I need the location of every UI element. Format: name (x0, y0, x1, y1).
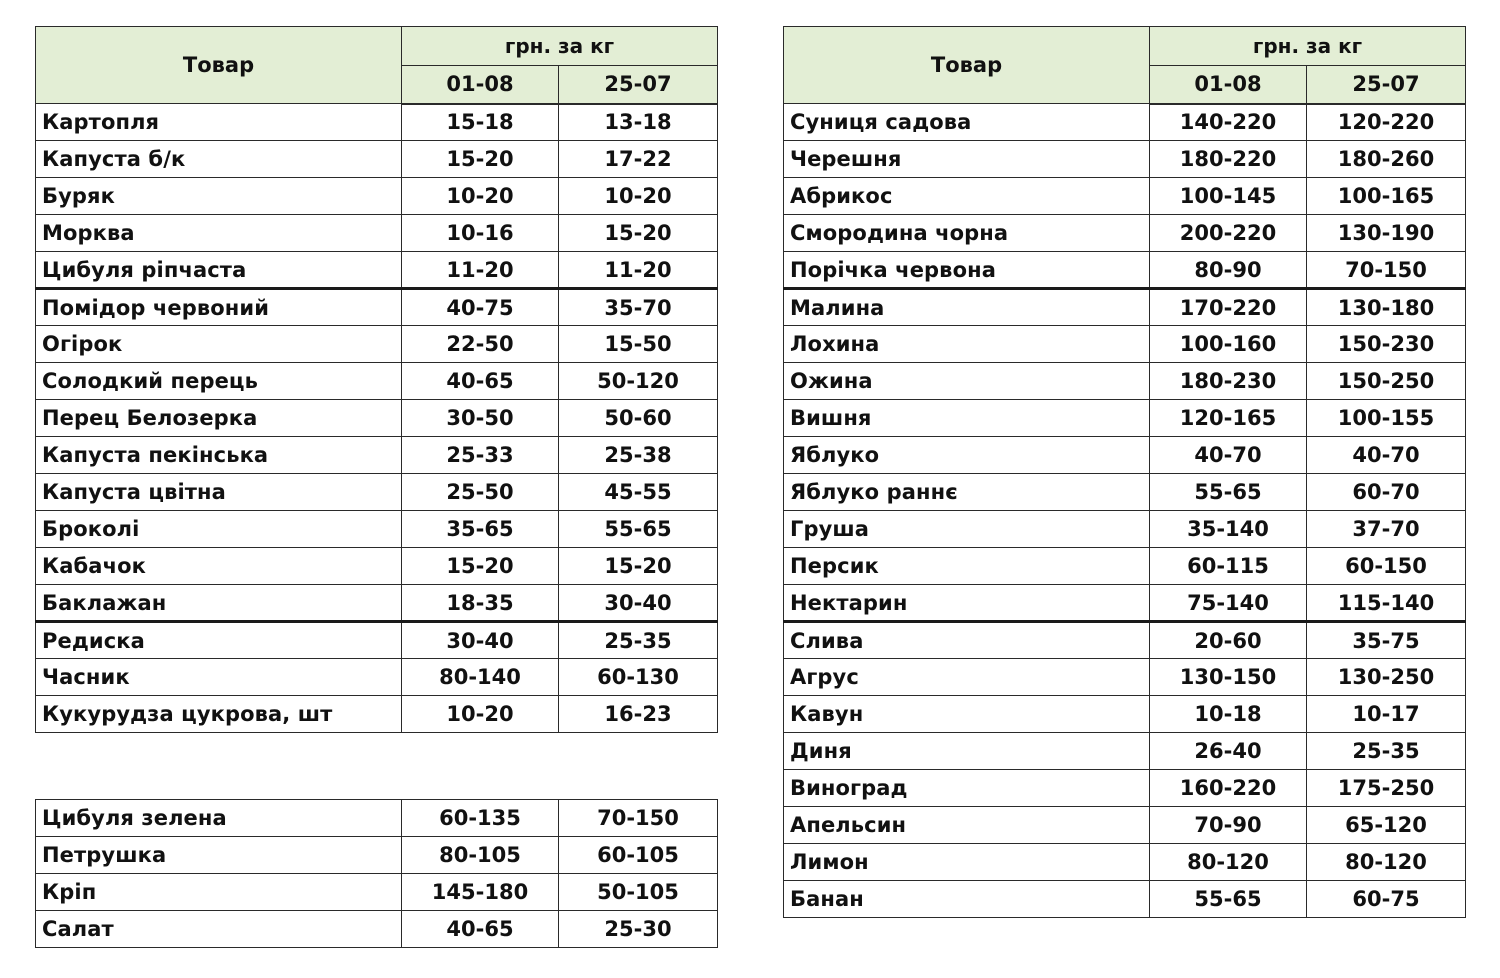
price-new-cell: 40-65 (402, 911, 559, 948)
price-new-cell: 80-120 (1150, 844, 1307, 881)
table-row (784, 548, 1466, 585)
product-name-cell: Редиска (36, 622, 402, 659)
price-new-cell: 60-135 (402, 800, 559, 837)
table-row (36, 326, 718, 363)
price-old-cell: 17-22 (559, 141, 718, 178)
table-row (784, 659, 1466, 696)
table-row (784, 474, 1466, 511)
price-new-cell: 15-20 (402, 548, 559, 585)
table-row (784, 289, 1466, 326)
price-unit-header: грн. за кг (1150, 27, 1466, 66)
product-name-cell: Морква (36, 215, 402, 252)
price-old-cell: 130-180 (1307, 289, 1466, 326)
table-row (36, 400, 718, 437)
table-row (784, 400, 1466, 437)
date-new-header: 01-08 (402, 66, 559, 104)
price-new-cell: 75-140 (1150, 585, 1307, 622)
product-name-cell: Часник (36, 659, 402, 696)
price-new-cell: 55-65 (1150, 881, 1307, 918)
price-old-cell: 180-260 (1307, 141, 1466, 178)
product-name-cell: Лимон (784, 844, 1150, 881)
product-name-cell: Кріп (36, 874, 402, 911)
price-new-cell: 18-35 (402, 585, 559, 622)
price-old-cell: 70-150 (1307, 252, 1466, 289)
price-new-cell: 140-220 (1150, 104, 1307, 141)
price-old-cell: 37-70 (1307, 511, 1466, 548)
product-name-cell: Броколі (36, 511, 402, 548)
price-old-cell: 175-250 (1307, 770, 1466, 807)
table-row (36, 911, 718, 948)
product-name-cell: Персик (784, 548, 1150, 585)
table-row (36, 696, 718, 733)
price-old-cell: 50-120 (559, 363, 718, 400)
table-row (36, 874, 718, 911)
table-row (784, 252, 1466, 289)
fruits-price-table (783, 26, 1466, 918)
price-new-cell: 180-220 (1150, 141, 1307, 178)
price-old-cell: 10-17 (1307, 696, 1466, 733)
product-name-cell: Картопля (36, 104, 402, 141)
price-old-cell: 130-190 (1307, 215, 1466, 252)
date-new-header: 01-08 (1150, 66, 1307, 104)
table-row (36, 104, 718, 141)
price-new-cell: 40-70 (1150, 437, 1307, 474)
price-old-cell: 15-20 (559, 215, 718, 252)
price-old-cell: 130-250 (1307, 659, 1466, 696)
date-old-header: 25-07 (1307, 66, 1466, 104)
product-name-cell: Буряк (36, 178, 402, 215)
price-old-cell: 16-23 (559, 696, 718, 733)
price-old-cell: 40-70 (1307, 437, 1466, 474)
price-old-cell: 120-220 (1307, 104, 1466, 141)
price-new-cell: 100-145 (1150, 178, 1307, 215)
table-row (784, 178, 1466, 215)
table-row (784, 807, 1466, 844)
price-new-cell: 70-90 (1150, 807, 1307, 844)
price-old-cell: 45-55 (559, 474, 718, 511)
price-old-cell: 150-250 (1307, 363, 1466, 400)
table-row (36, 659, 718, 696)
product-name-cell: Огірок (36, 326, 402, 363)
product-name-cell: Баклажан (36, 585, 402, 622)
price-new-cell: 60-115 (1150, 548, 1307, 585)
price-new-cell: 10-16 (402, 215, 559, 252)
price-old-cell: 35-70 (559, 289, 718, 326)
price-new-cell: 180-230 (1150, 363, 1307, 400)
product-name-cell: Кукурудза цукрова, шт (36, 696, 402, 733)
price-old-cell: 13-18 (559, 104, 718, 141)
price-new-cell: 15-20 (402, 141, 559, 178)
product-name-cell: Лохина (784, 326, 1150, 363)
price-old-cell: 11-20 (559, 252, 718, 289)
price-new-cell: 80-105 (402, 837, 559, 874)
table-row (784, 622, 1466, 659)
date-old-header: 25-07 (559, 66, 718, 104)
price-old-cell: 70-150 (559, 800, 718, 837)
price-old-cell: 60-75 (1307, 881, 1466, 918)
price-new-cell: 22-50 (402, 326, 559, 363)
price-old-cell: 80-120 (1307, 844, 1466, 881)
price-new-cell: 10-18 (1150, 696, 1307, 733)
price-new-cell: 26-40 (1150, 733, 1307, 770)
product-name-cell: Кавун (784, 696, 1150, 733)
price-new-cell: 25-33 (402, 437, 559, 474)
price-new-cell: 160-220 (1150, 770, 1307, 807)
price-old-cell: 10-20 (559, 178, 718, 215)
table-row (36, 178, 718, 215)
price-old-cell: 60-150 (1307, 548, 1466, 585)
price-old-cell: 50-60 (559, 400, 718, 437)
price-old-cell: 100-155 (1307, 400, 1466, 437)
table-row (784, 215, 1466, 252)
price-new-cell: 30-40 (402, 622, 559, 659)
price-old-cell: 60-70 (1307, 474, 1466, 511)
price-new-cell: 120-165 (1150, 400, 1307, 437)
price-old-cell: 25-35 (559, 622, 718, 659)
table-row (784, 696, 1466, 733)
price-unit-header: грн. за кг (402, 27, 718, 66)
product-name-cell: Кабачок (36, 548, 402, 585)
price-old-cell: 115-140 (1307, 585, 1466, 622)
product-name-cell: Диня (784, 733, 1150, 770)
price-old-cell: 15-20 (559, 548, 718, 585)
price-new-cell: 100-160 (1150, 326, 1307, 363)
price-old-cell: 50-105 (559, 874, 718, 911)
product-name-cell: Порічка червона (784, 252, 1150, 289)
table-row (36, 511, 718, 548)
vegetables-price-table (35, 26, 718, 733)
product-name-cell: Слива (784, 622, 1150, 659)
table-row (784, 326, 1466, 363)
price-old-cell: 150-230 (1307, 326, 1466, 363)
product-name-cell: Ожина (784, 363, 1150, 400)
table-row (36, 800, 718, 837)
price-old-cell: 60-130 (559, 659, 718, 696)
table-row (784, 104, 1466, 141)
table-row (784, 363, 1466, 400)
table-row (36, 252, 718, 289)
price-old-cell: 25-35 (1307, 733, 1466, 770)
product-name-cell: Агрус (784, 659, 1150, 696)
product-name-cell: Абрикос (784, 178, 1150, 215)
price-new-cell: 11-20 (402, 252, 559, 289)
price-old-cell: 100-165 (1307, 178, 1466, 215)
price-old-cell: 60-105 (559, 837, 718, 874)
price-new-cell: 10-20 (402, 696, 559, 733)
price-old-cell: 65-120 (1307, 807, 1466, 844)
table-row (784, 770, 1466, 807)
price-new-cell: 80-90 (1150, 252, 1307, 289)
product-name-cell: Салат (36, 911, 402, 948)
table-row (784, 585, 1466, 622)
product-column-header: Товар (784, 27, 1150, 104)
product-name-cell: Цибуля ріпчаста (36, 252, 402, 289)
table-row (36, 585, 718, 622)
price-old-cell: 55-65 (559, 511, 718, 548)
product-name-cell: Виноград (784, 770, 1150, 807)
product-name-cell: Груша (784, 511, 1150, 548)
table-row (36, 437, 718, 474)
price-old-cell: 25-30 (559, 911, 718, 948)
product-name-cell: Перец Белозерка (36, 400, 402, 437)
product-name-cell: Капуста цвітна (36, 474, 402, 511)
price-new-cell: 55-65 (1150, 474, 1307, 511)
product-name-cell: Смородина чорна (784, 215, 1150, 252)
table-row (36, 215, 718, 252)
product-name-cell: Черешня (784, 141, 1150, 178)
price-new-cell: 170-220 (1150, 289, 1307, 326)
product-name-cell: Яблуко раннє (784, 474, 1150, 511)
table-row (36, 837, 718, 874)
product-name-cell: Солодкий перець (36, 363, 402, 400)
price-new-cell: 35-140 (1150, 511, 1307, 548)
price-new-cell: 30-50 (402, 400, 559, 437)
product-name-cell: Нектарин (784, 585, 1150, 622)
table-row (784, 141, 1466, 178)
table-row (36, 622, 718, 659)
product-name-cell: Помідор червоний (36, 289, 402, 326)
price-new-cell: 200-220 (1150, 215, 1307, 252)
product-name-cell: Вишня (784, 400, 1150, 437)
price-new-cell: 145-180 (402, 874, 559, 911)
product-name-cell: Петрушка (36, 837, 402, 874)
table-row (784, 733, 1466, 770)
table-row (36, 474, 718, 511)
price-new-cell: 130-150 (1150, 659, 1307, 696)
table-row (36, 548, 718, 585)
price-new-cell: 35-65 (402, 511, 559, 548)
price-new-cell: 15-18 (402, 104, 559, 141)
table-row (784, 511, 1466, 548)
price-old-cell: 15-50 (559, 326, 718, 363)
price-new-cell: 40-75 (402, 289, 559, 326)
product-name-cell: Яблуко (784, 437, 1150, 474)
product-name-cell: Цибуля зелена (36, 800, 402, 837)
product-name-cell: Апельсин (784, 807, 1150, 844)
table-row (36, 289, 718, 326)
price-new-cell: 10-20 (402, 178, 559, 215)
price-old-cell: 35-75 (1307, 622, 1466, 659)
product-name-cell: Банан (784, 881, 1150, 918)
table-row (784, 881, 1466, 918)
product-name-cell: Капуста пекінська (36, 437, 402, 474)
price-new-cell: 20-60 (1150, 622, 1307, 659)
price-old-cell: 25-38 (559, 437, 718, 474)
table-row (784, 437, 1466, 474)
product-name-cell: Малина (784, 289, 1150, 326)
price-old-cell: 30-40 (559, 585, 718, 622)
table-row (36, 363, 718, 400)
herbs-price-table (35, 799, 718, 948)
table-row (784, 844, 1466, 881)
table-row (36, 141, 718, 178)
price-new-cell: 80-140 (402, 659, 559, 696)
product-column-header: Товар (36, 27, 402, 104)
product-name-cell: Капуста б/к (36, 141, 402, 178)
product-name-cell: Суниця садова (784, 104, 1150, 141)
price-new-cell: 40-65 (402, 363, 559, 400)
price-new-cell: 25-50 (402, 474, 559, 511)
